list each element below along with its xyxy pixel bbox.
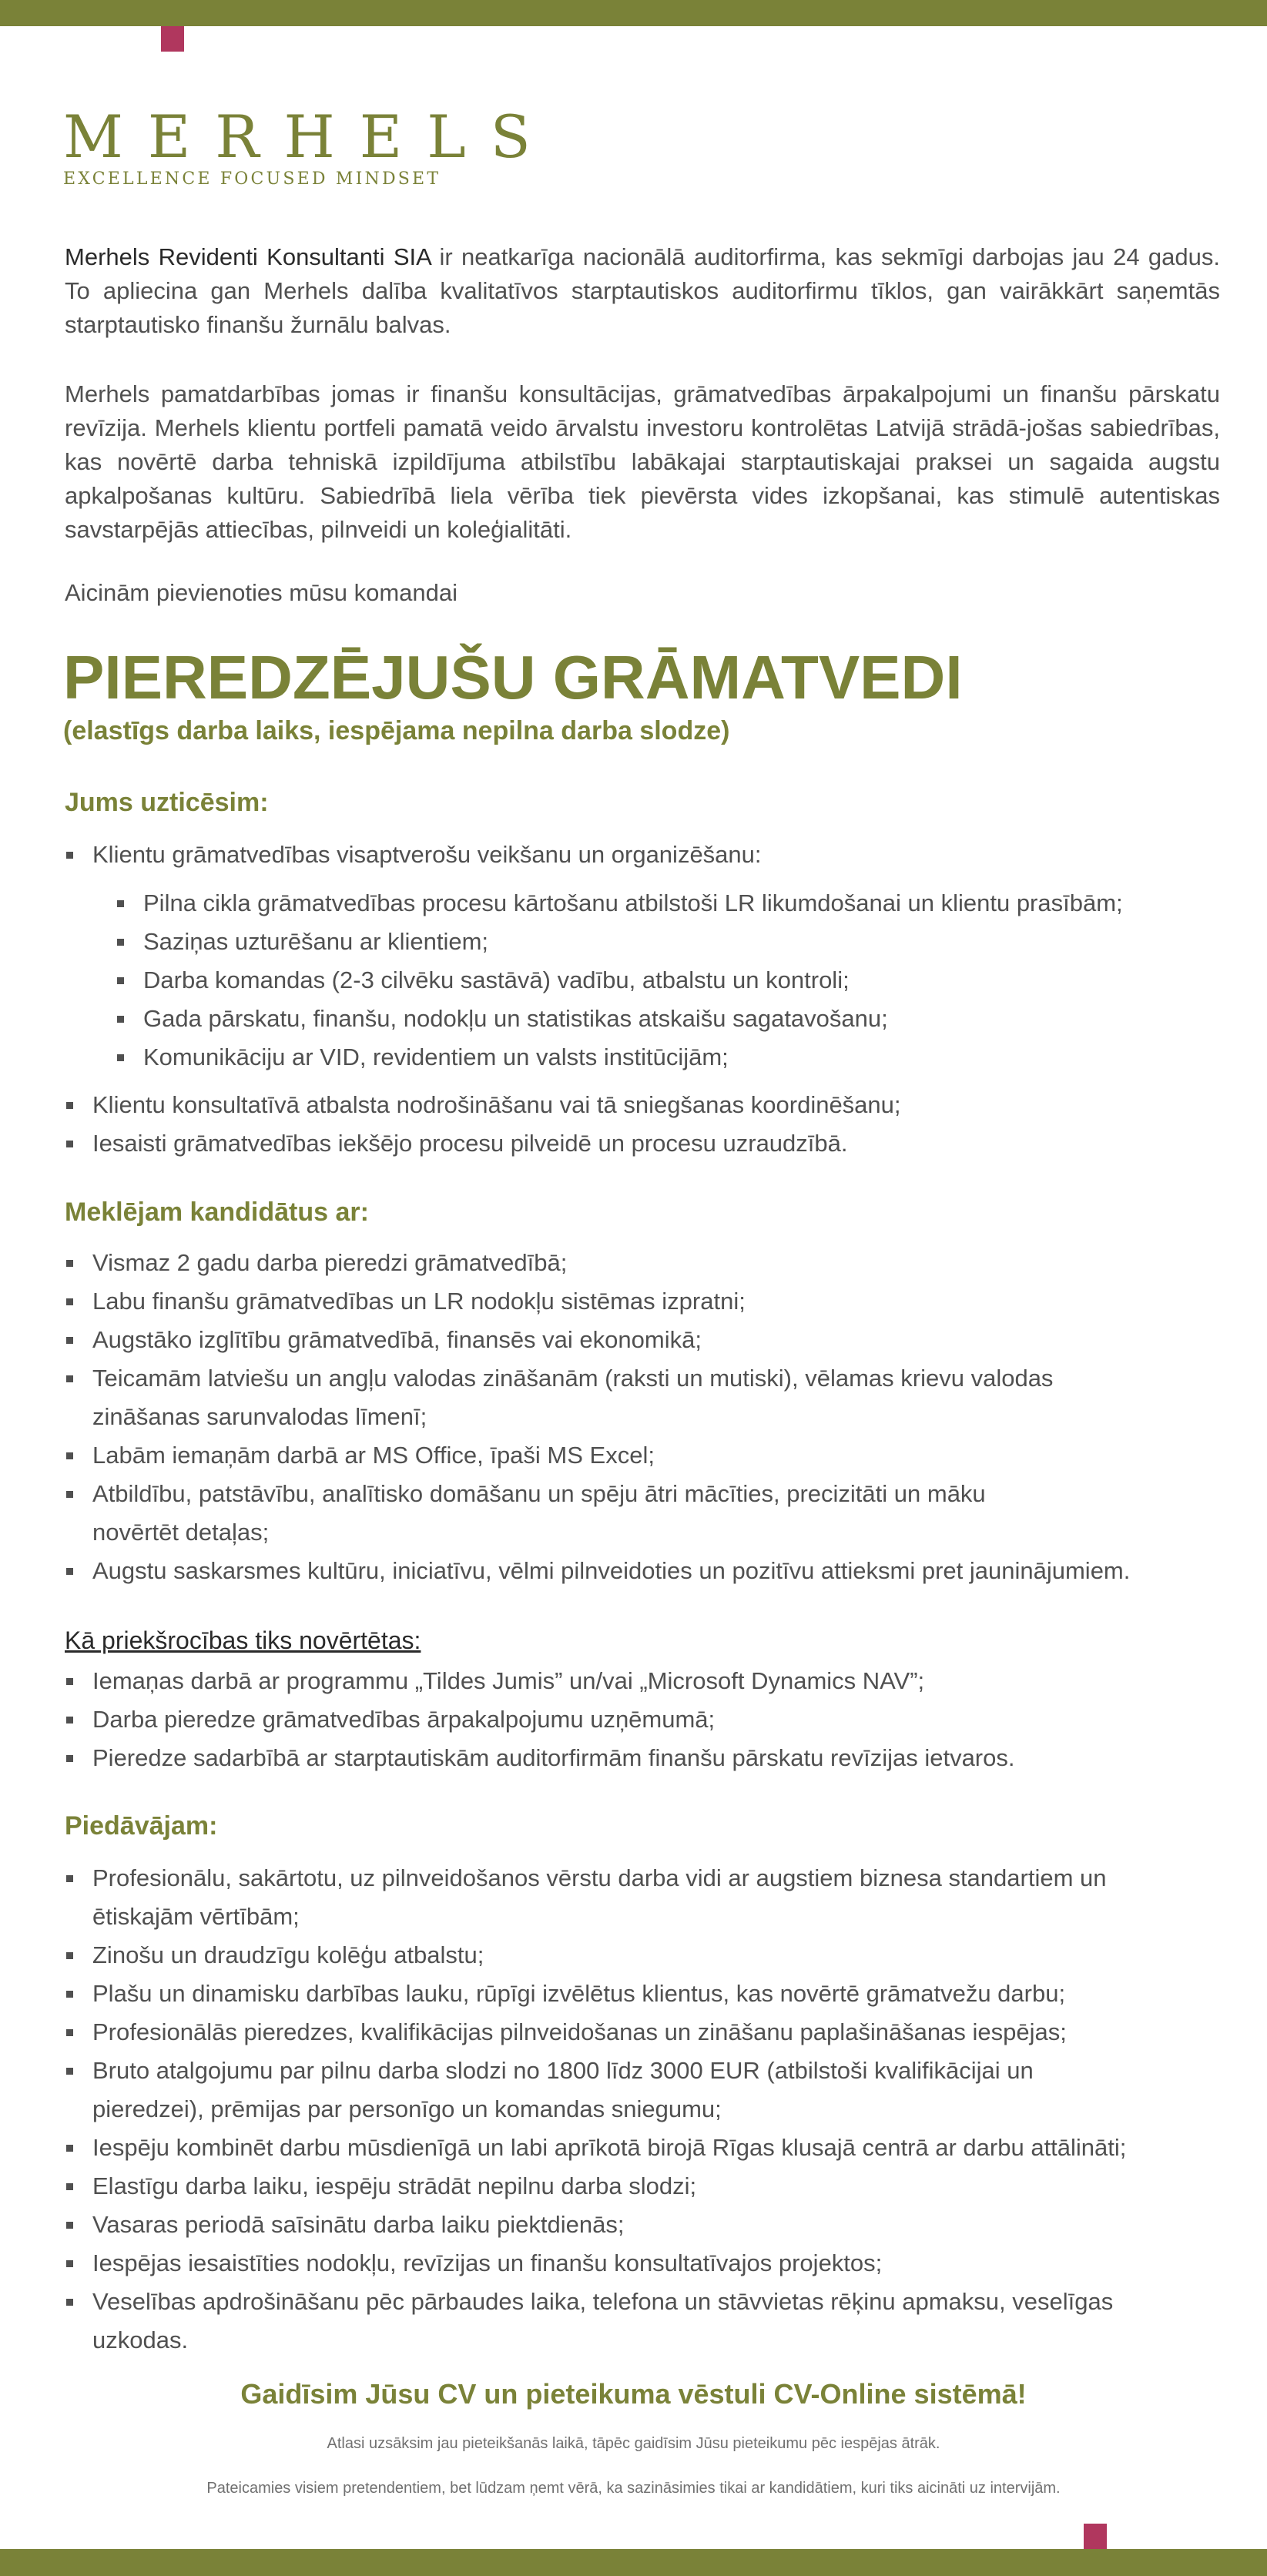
intro-paragraph-2 [65,377,1220,547]
bottom-accent-square [1084,2524,1107,2549]
list-item: Iesaisti grāmatvedības iekšējo procesu pilveidē un procesu uzraudzībā. [65,1124,901,1163]
job-subtitle: (elastīgs darba laiks, iespējama nepilna darba slodze) [63,716,730,745]
call-to-action: Gaidīsim Jūsu CV un pieteikuma vēstuli CV-Online sistēmā! [240,2378,1027,2410]
list-item: Saziņas uzturēšanu ar klientiem; [116,923,1123,961]
list-item: Vasaras periodā saīsinātu darba laiku piektdienās; [65,2206,1126,2244]
list-item-continued: ētiskajām vērtībām; [92,1903,300,1930]
list-item: Zinošu un draudzīgu kolēģu atbalstu; [65,1936,1126,1975]
footer-note-1: Atlasi uzsāksim jau pieteikšanās laikā, tāpēc gaidīsim Jūsu pieteikumu pēc iespējas ātrāk. [327,2435,940,2452]
list-item: Pilna cikla grāmatvedības procesu kārtošanu atbilstoši LR likumdošanai un klientu prasībām; [116,884,1123,923]
list-item: Teicamām latviešu un angļu valodas zināšanām (raksti un mutiski), vēlamas krievu valodas [65,1359,1130,1398]
list-item: Augstāko izglītību grāmatvedībā, finansēs vai ekonomikā; [65,1321,1130,1359]
intro-text-2: Merhels pamatdarbības jomas ir finanšu konsultācijas, grāmatvedības ārpakalpojumi un finanšu pārskatu revīzija. Merhels klientu portfeli pamatā veido ārvalstu investoru kontrolētas Latvijā strādā-jošas sabiedrības, kas novērtē darba tehniskā izpildījuma atbilstību labākajai starptautiskajai praksei un sagaida augstu apkalpošanas kultūru. Sabiedrībā liela vērība tiek pievērsta vides izkopšanai, kas stimulē autentiskas savstarpējās attiecības, pilnveidi un koleģialitāti. [65,380,1220,543]
offer-list [65,1859,1126,2360]
requirements-list [65,1244,1130,1590]
list-item: Augstu saskarsmes kultūru, iniciatīvu, vēlmi pilnveidoties un pozitīvu attieksmi pret jauninājumiem. [65,1552,1130,1590]
list-item: Komunikāciju ar VID, revidentiem un valsts institūcijām; [116,1038,1123,1077]
list-item: Gada pārskatu, finanšu, nodokļu un statistikas atskaišu sagatavošanu; [116,1000,1123,1038]
list-item: Labām iemaņām darbā ar MS Office, īpaši MS Excel; [65,1436,1130,1475]
offer-heading: Piedāvājam: [65,1811,218,1841]
list-item-continued: uzkodas. [92,2326,189,2353]
job-title: PIEREDZĒJUŠU GRĀMATVEDI [63,643,963,712]
list-item-continued: novērtēt detaļas; [92,1519,270,1546]
list-item: Klientu grāmatvedības visaptverošu veikšanu un organizēšanu: [65,836,762,874]
list-item-continued: pieredzei), prēmijas par personīgo un komandas sniegumu; [92,2095,722,2122]
list-item: Iespēju kombinēt darbu mūsdienīgā un labi aprīkotā birojā Rīgas klusajā centrā ar darbu attālināti; [65,2129,1126,2167]
list-item: Labu finanšu grāmatvedības un LR nodokļu sistēmas izpratni; [65,1282,1130,1321]
company-name: Merhels Revidenti Konsultanti SIA [65,243,431,270]
list-item: Pieredze sadarbībā ar starptautiskām auditorfirmām finanšu pārskatu revīzijas ietvaros. [65,1739,1014,1777]
duties-list-top [65,836,762,874]
requirements-heading: Meklējam kandidātus ar: [65,1198,369,1227]
list-item: Klientu konsultatīvā atbalsta nodrošināšanu vai tā sniegšanas koordinēšanu; [65,1086,901,1124]
duties-sublist [116,884,1123,1077]
list-item: Veselības apdrošināšanu pēc pārbaudes laika, telefona un stāvvietas rēķinu apmaksu, veselīgas [65,2283,1126,2321]
list-item: Iespējas iesaistīties nodokļu, revīzijas un finanšu konsultatīvajos projektos; [65,2244,1126,2283]
intro-text-1: ir neatkarīga nacionālā auditorfirma, kas sekmīgi darbojas jau 24 gadus. To apliecina gan Merhels dalība kvalitatīvos starptautiskos auditorfirmu tīklos, gan vairākkārt saņemtās starptautisko finanšu žurnālu balvas. [65,243,1220,338]
duties-list-rest [65,1086,901,1163]
advantages-list [65,1662,1014,1777]
duties-heading: Jums uzticēsim: [65,788,269,817]
list-item: Plašu un dinamisku darbības lauku, rūpīgi izvēlētus klientus, kas novērtē grāmatvežu darbu; [65,1975,1126,2013]
bottom-bar [0,2549,1267,2576]
invite-text: Aicinām pievienoties mūsu komandai [65,579,458,606]
logo [63,102,555,189]
intro-paragraph-1 [65,240,1220,342]
list-item: Darba pieredze grāmatvedības ārpakalpojumu uzņēmumā; [65,1700,1014,1739]
list-item: Profesionālu, sakārtotu, uz pilnveidošanos vērstu darba vidi ar augstiem biznesa standartiem un [65,1859,1126,1898]
list-item: Elastīgu darba laiku, iespēju strādāt nepilnu darba slodzi; [65,2167,1126,2206]
list-item: Bruto atalgojumu par pilnu darba slodzi no 1800 līdz 3000 EUR (atbilstoši kvalifikācijai un [65,2052,1126,2090]
advantages-heading: Kā priekšrocības tiks novērtētas: [65,1626,421,1654]
footer-note-2: Pateicamies visiem pretendentiem, bet lūdzam ņemt vērā, ka sazināsimies tikai ar kandidātiem, kuri tiks aicināti uz intervijām. [206,2480,1061,2497]
list-item: Darba komandas (2-3 cilvēku sastāvā) vadību, atbalstu un kontroli; [116,961,1123,1000]
list-item: Atbildību, patstāvību, analītisko domāšanu un spēju ātri mācīties, precizitāti un māku [65,1475,1130,1513]
list-item: Vismaz 2 gadu darba pieredzi grāmatvedībā; [65,1244,1130,1282]
list-item-continued: zināšanas sarunvalodas līmenī; [92,1403,427,1430]
logo-tagline: EXCELLENCE FOCUSED MINDSET [63,169,441,189]
top-accent-square [161,26,184,52]
list-item: Iemaņas darbā ar programmu „Tildes Jumis” un/vai „Microsoft Dynamics NAV”; [65,1662,1014,1700]
logo-wordmark: MERHELS [63,102,555,171]
top-bar [0,0,1267,26]
list-item: Profesionālās pieredzes, kvalifikācijas pilnveidošanas un zināšanu paplašināšanas iespējas; [65,2013,1126,2052]
